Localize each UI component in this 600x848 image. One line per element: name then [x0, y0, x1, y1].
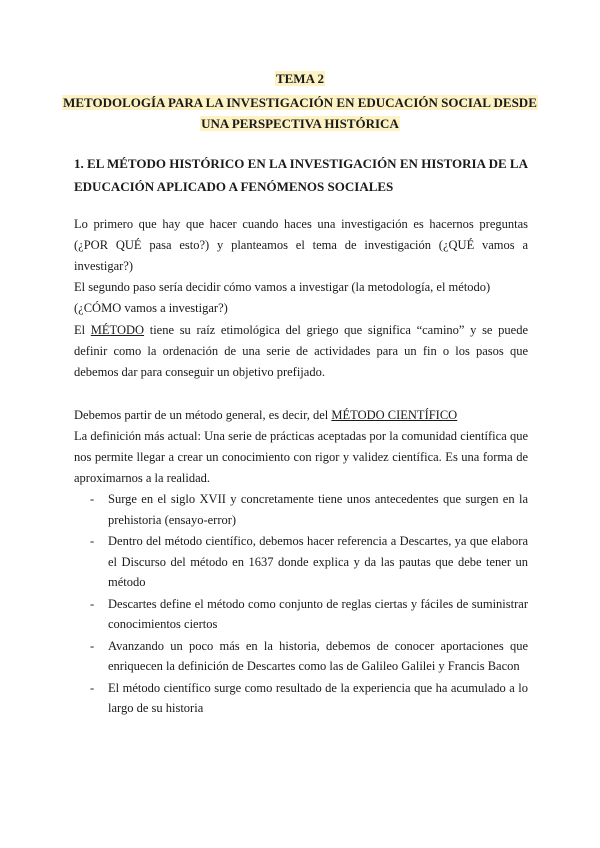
dash-marker: -	[90, 680, 95, 695]
title-line-2: UNA PERSPECTIVA HISTÓRICA	[201, 116, 399, 131]
cientifico-paragraph	[74, 405, 528, 489]
list-item	[74, 531, 528, 593]
metodo-term: MÉTODO	[90, 323, 145, 337]
list-item	[74, 678, 528, 719]
dash-marker: -	[90, 596, 95, 611]
section-heading: 1. EL MÉTODO HISTÓRICO EN LA INVESTIGACIÓN EN HISTORIA DE LA EDUCACIÓN APLICADO A FENÓMENOS SOCIALES	[74, 156, 528, 194]
list-item	[74, 489, 528, 530]
list-item-text: Dentro del método científico, debemos hacer referencia a Descartes, ya que elabora el Discurso del método en 1637 donde explica y da las pautas que debe tener un método	[108, 534, 528, 589]
intro-paragraph	[74, 214, 528, 319]
list-item-text: Surge en el siglo XVII y concretamente tiene unos antecedentes que surgen en la prehistoria (ensayo-error)	[108, 492, 528, 527]
metodo-paragraph	[74, 320, 528, 383]
cientifico-pre-text: Debemos partir de un método general, es decir, del	[74, 408, 332, 422]
tema-heading	[0, 70, 600, 88]
list-item-text: El método científico surge como resultado de la experiencia que ha acumulado a lo largo de su historia	[108, 680, 528, 715]
metodo-definition-text: tiene su raíz etimológica del griego que significa “camino” y se puede definir como la ordenación de una serie de actividades para un fin o los pasos que debemos dar para conseguir un objetivo prefijado.	[74, 323, 529, 379]
tema-label: TEMA 2	[275, 71, 325, 86]
intro-second-step: El segundo paso sería decidir cómo vamos a investigar (la metodología, el método) (¿CÓMO vamos a investigar?)	[74, 280, 491, 315]
list-item-text: Avanzando un poco más en la historia, debemos de conocer aportaciones que enriquecen la definición de Descartes como las de Galileo Galilei y Francis Bacon	[108, 638, 528, 673]
bullet-list	[74, 489, 528, 720]
dash-marker: -	[90, 492, 95, 506]
list-item	[74, 594, 528, 635]
cientifico-definition: La definición más actual: Una serie de prácticas aceptadas por la comunidad científica que nos permite llegar a crear un conocimiento con rigor y validez científica. Es una forma de aproximarnos a la realidad.	[74, 429, 528, 485]
metodo-pre-text: El	[74, 323, 91, 337]
document-title	[60, 92, 540, 134]
intro-first-step: Lo primero que hay que hacer cuando haces una investigación es hacernos preguntas (¿POR QUÉ pasa esto?) y planteamos el tema de investigación (¿QUÉ vamos a investigar?)	[74, 217, 528, 273]
cientifico-term: MÉTODO CIENTÍFICO	[331, 408, 458, 422]
title-line-1: METODOLOGÍA PARA LA INVESTIGACIÓN EN EDUCACIÓN SOCIAL DESDE	[63, 95, 537, 110]
list-item-text: Descartes define el método como conjunto de reglas ciertas y fáciles de suministrar conocimientos ciertos	[108, 596, 528, 631]
dash-marker: -	[90, 638, 95, 653]
cientifico-intro-line	[74, 405, 528, 426]
dash-marker: -	[90, 534, 95, 548]
list-item	[74, 636, 528, 677]
